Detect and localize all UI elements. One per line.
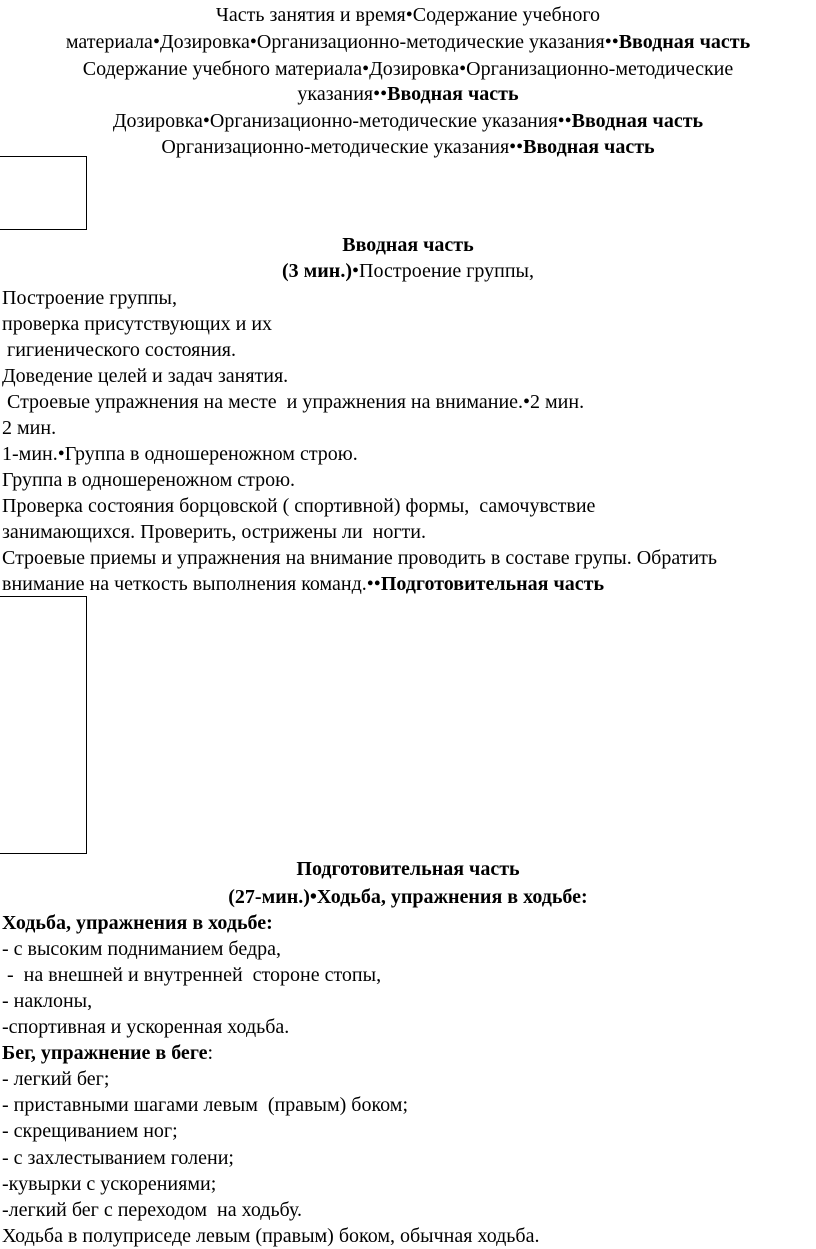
run-item: - приставными шагами левым (правым) боком; bbox=[2, 1094, 409, 1117]
header-line-5-bold: Вводная часть bbox=[571, 110, 704, 132]
intro-time-bold: (3 мин.) bbox=[282, 260, 352, 282]
header-line-2 bbox=[0, 29, 816, 55]
header-line-1: Часть занятия и время•Содержание учебного bbox=[215, 4, 601, 26]
intro-line: Группа в одношереножном строю. bbox=[2, 469, 296, 491]
prep-subtitle: (27-мин.)•Ходьба, упражнения в ходьбе: bbox=[228, 886, 588, 908]
walk-heading: Ходьба, упражнения в ходьбе: bbox=[2, 912, 273, 934]
run-item: -кувырки с ускорениями; bbox=[2, 1172, 217, 1195]
walk-item: - наклоны, bbox=[2, 990, 93, 1012]
header-line-4-bold: Вводная часть bbox=[387, 83, 519, 105]
intro-line: 1-мин.•Группа в одношереножном строю. bbox=[2, 443, 358, 465]
empty-cell-box-1 bbox=[0, 156, 87, 230]
header-line-5 bbox=[0, 108, 816, 134]
intro-line: занимающихся. Проверить, острижены ли ногти. bbox=[2, 521, 427, 543]
header-line-4 bbox=[0, 81, 816, 107]
intro-last-text: внимание на четкость выполнения команд.•• bbox=[2, 573, 381, 595]
run-heading-colon: : bbox=[207, 1042, 214, 1064]
intro-line: Строевые упражнения на месте и упражнения на внимание.•2 мин. bbox=[2, 391, 585, 413]
run-item: - с захлестыванием голени; bbox=[2, 1146, 234, 1169]
intro-line: 2 мин. bbox=[2, 417, 57, 439]
intro-line: Строевые приемы и упражнения на внимание проводить в составе групы. Обратить bbox=[2, 547, 718, 569]
header-line-6-bold: Вводная часть bbox=[523, 136, 655, 158]
run-item: Ходьба в полуприседе левым (правым) боком, обычная ходьба. bbox=[2, 1225, 540, 1248]
prep-title: Подготовительная часть bbox=[296, 858, 520, 880]
intro-line: Построение группы, bbox=[2, 287, 177, 309]
intro-line: Проверка состояния борцовской ( спортивной) формы, самочувствие bbox=[2, 495, 596, 517]
run-item: - скрещиванием ног; bbox=[2, 1120, 178, 1143]
intro-line: проверка присутствующих и их bbox=[2, 313, 273, 335]
intro-time bbox=[0, 258, 816, 284]
intro-title: Вводная часть bbox=[342, 234, 474, 256]
header-line-5-text: Дозировка•Организационно-методические указания•• bbox=[112, 110, 572, 132]
header-line-3: Содержание учебного материала•Дозировка•Организационно-методические bbox=[82, 58, 734, 80]
intro-last-line bbox=[2, 571, 604, 597]
intro-line: Доведение целей и задач занятия. bbox=[2, 365, 289, 387]
walk-item: - с высоким подниманием бедра, bbox=[2, 938, 281, 960]
intro-last-bold: Подготовительная часть bbox=[380, 573, 605, 595]
empty-cell-box-2 bbox=[0, 596, 87, 854]
header-line-4-text: указания•• bbox=[297, 83, 388, 105]
walk-item: -спортивная и ускоренная ходьба. bbox=[2, 1016, 290, 1038]
header-line-2-bold: Вводная часть bbox=[618, 31, 751, 53]
walk-item: - на внешней и внутренней стороне стопы, bbox=[2, 964, 382, 986]
header-line-6 bbox=[0, 134, 816, 160]
run-item: - легкий бег; bbox=[2, 1068, 110, 1090]
header-line-6-text: Организационно-методические указания•• bbox=[161, 136, 524, 158]
intro-line: гигиенического состояния. bbox=[2, 339, 236, 361]
run-heading-line bbox=[2, 1040, 213, 1066]
run-heading: Бег, упражнение в беге bbox=[2, 1042, 208, 1064]
run-item: -легкий бег с переходом на ходьбу. bbox=[2, 1199, 302, 1221]
header-line-2-text: материала•Дозировка•Организационно-методические указания•• bbox=[65, 31, 619, 53]
intro-time-text: •Построение группы, bbox=[352, 260, 534, 282]
